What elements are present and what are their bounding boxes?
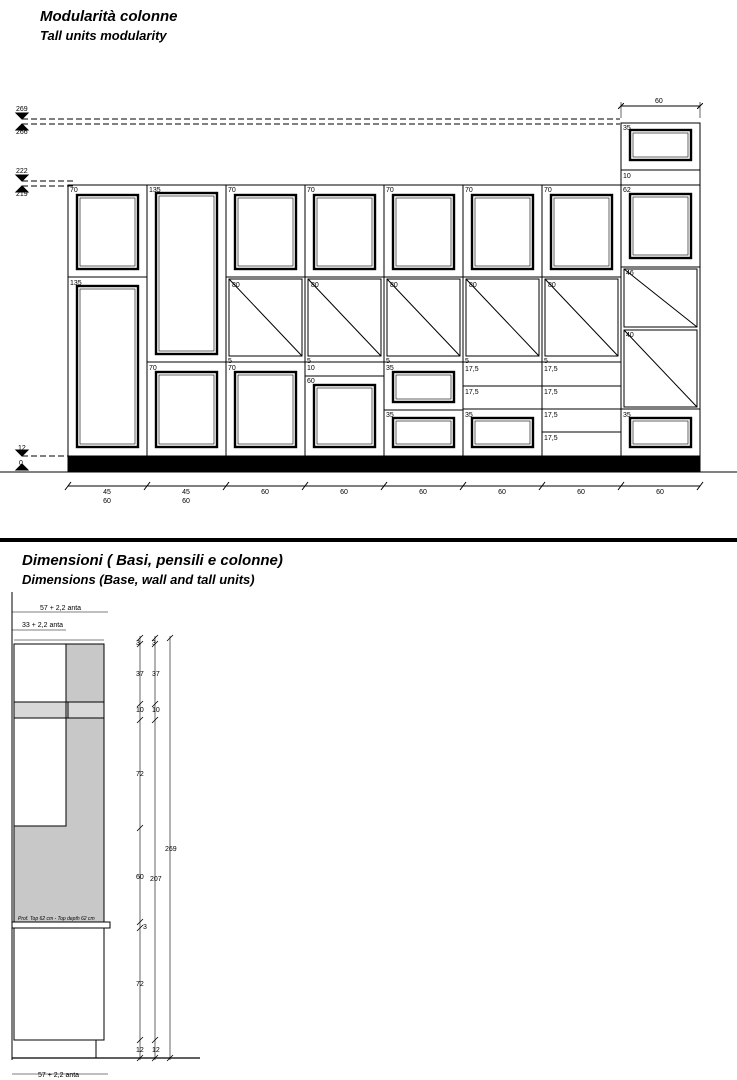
door-label: 70 <box>228 187 236 194</box>
dimensions-title-en: Dimensions (Base, wall and tall units) <box>22 572 255 587</box>
section-dim: 37 <box>152 671 160 678</box>
worktop <box>12 922 110 928</box>
section-dim: 269 <box>165 846 177 853</box>
door-label: 5 <box>386 358 390 365</box>
section-title-it: Modularità colonne <box>40 8 178 25</box>
bottom-dim-label: 60 <box>182 498 190 505</box>
door-label: 135 <box>70 280 82 287</box>
level-markers <box>16 113 28 470</box>
level-label: 266 <box>16 129 28 136</box>
door-label: 80 <box>311 282 319 289</box>
level-label: 222 <box>16 168 28 175</box>
door-label: 46 <box>626 270 634 277</box>
level-label: 12 <box>18 445 26 452</box>
door-label: 10 <box>623 173 631 180</box>
door-label: 40 <box>626 332 634 339</box>
section-dim: 37 <box>136 671 144 678</box>
bottom-dim-label: 60 <box>261 489 269 496</box>
door-label: 80 <box>232 282 240 289</box>
door-label: 62 <box>623 187 631 194</box>
door-label: 5 <box>544 358 548 365</box>
door-label: 135 <box>149 187 161 194</box>
bottom-dim-label: 60 <box>419 489 427 496</box>
top-dimension-label: 60 <box>655 98 663 105</box>
bottom-dim-label: 60 <box>103 498 111 505</box>
section-dim: 3 <box>136 640 140 647</box>
bottom-dimension-labels <box>103 489 664 505</box>
door-label: 35 <box>386 412 394 419</box>
base-unit-section <box>14 928 104 1040</box>
door-label: 70 <box>228 365 236 372</box>
section-dim: 72 <box>136 981 144 988</box>
level-label: 0 <box>19 460 23 467</box>
section-dim: 3 <box>143 924 147 931</box>
door-label: 70 <box>70 187 78 194</box>
door-label: 70 <box>544 187 552 194</box>
door-label: 70 <box>386 187 394 194</box>
section-drawing <box>12 592 200 1074</box>
section-dim: 12 <box>136 1047 144 1054</box>
section-dim: 12 <box>152 1047 160 1054</box>
level-label: 219 <box>16 191 28 198</box>
door-label: 17,5 <box>544 412 558 419</box>
level-labels <box>16 106 28 467</box>
door-label: 80 <box>469 282 477 289</box>
section-dim: 10 <box>152 707 160 714</box>
door-label: 35 <box>623 412 631 419</box>
door-label: 5 <box>307 358 311 365</box>
door-label: 35 <box>623 125 631 132</box>
section-dim: 207 <box>150 876 162 883</box>
door-labels <box>70 125 634 442</box>
door-label: 17,5 <box>544 366 558 373</box>
door-label: 17,5 <box>465 389 479 396</box>
worktop-note: Prof. Top 62 cm - Top depth 62 cm <box>18 916 95 922</box>
section-title-en: Tall units modularity <box>40 28 167 43</box>
door-label: 17,5 <box>544 389 558 396</box>
door-label: 70 <box>149 365 157 372</box>
elevation-drawing <box>0 102 737 490</box>
bottom-dim-label: 45 <box>182 489 190 496</box>
bottom-dim-label: 60 <box>340 489 348 496</box>
door-label: 70 <box>307 187 315 194</box>
level-label: 269 <box>16 106 28 113</box>
section-dim: 10 <box>136 707 144 714</box>
plinth <box>68 456 700 472</box>
dimensions-title-it: Dimensioni ( Basi, pensili e colonne) <box>22 552 283 569</box>
section-dim: 60 <box>136 874 144 881</box>
section-dim: 3 <box>152 640 156 647</box>
bottom-dim-label: 45 <box>103 489 111 496</box>
bottom-dim-label: 60 <box>577 489 585 496</box>
door-label: 80 <box>548 282 556 289</box>
depth-label-wall: 33 + 2,2 anta <box>22 622 64 629</box>
door-label: 10 <box>307 365 315 372</box>
bottom-dim-label: 60 <box>656 489 664 496</box>
door-label: 35 <box>465 412 473 419</box>
door-label: 17,5 <box>544 435 558 442</box>
door-label: 60 <box>307 378 315 385</box>
door-label: 80 <box>390 282 398 289</box>
door-label: 5 <box>465 358 469 365</box>
section-dim: 72 <box>136 771 144 778</box>
depth-label-bottom: 57 + 2,2 anta <box>38 1072 80 1079</box>
bottom-dim-label: 60 <box>498 489 506 496</box>
door-label: 5 <box>228 358 232 365</box>
door-label: 70 <box>465 187 473 194</box>
depth-label-top: 57 + 2,2 anta <box>40 605 82 612</box>
door-label: 17,5 <box>465 366 479 373</box>
door-label: 35 <box>386 365 394 372</box>
